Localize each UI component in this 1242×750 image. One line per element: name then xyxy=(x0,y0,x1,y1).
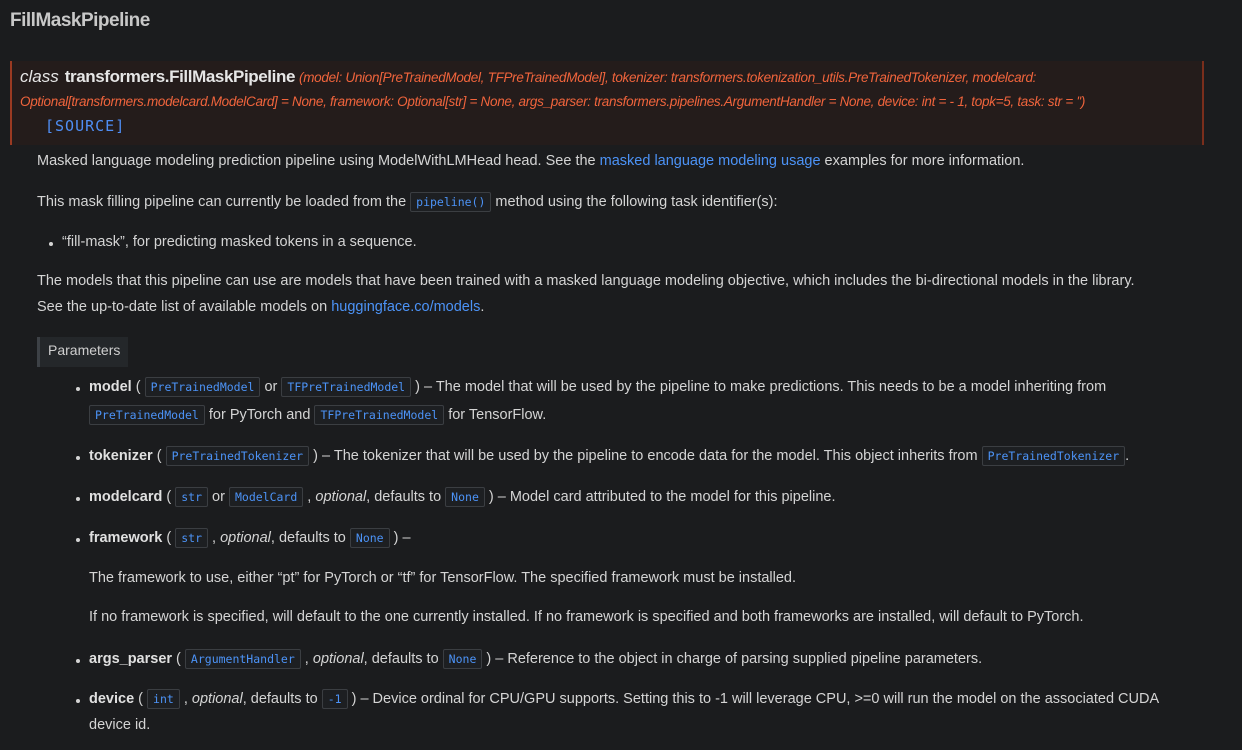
text: device id. xyxy=(89,717,151,733)
bullet-icon xyxy=(76,456,80,460)
text: . xyxy=(1125,448,1130,464)
bullet-icon xyxy=(76,699,80,703)
class-keyword: class xyxy=(20,67,59,86)
text: or xyxy=(208,489,229,505)
bullet-icon xyxy=(76,538,80,542)
text: The framework to use, either “pt” for PyTorch or “tf” for TensorFlow. The specified framework must be installed. xyxy=(89,570,797,586)
signature-args-line2: Optional[transformers.modelcard.ModelCard] = None, framework: Optional[str] = None, args_parser: transformers.pipelines.ArgumentHandler = None, device: int = - 1, topk=5, task: str = '') xyxy=(20,94,1086,109)
bullet-icon xyxy=(76,497,80,501)
signature-args-line1: (model: Union[PreTrainedModel, TFPreTrainedModel], tokenizer: transformers.tokenization_utils.PreTrainedTokenizer, modelcard: xyxy=(299,70,1037,85)
code-reference[interactable]: None xyxy=(445,487,485,507)
code-reference[interactable]: -1 xyxy=(322,689,348,709)
param-name: model xyxy=(89,379,132,395)
text: , defaults to xyxy=(270,530,350,546)
text: , defaults to xyxy=(363,651,443,667)
text: for PyTorch and xyxy=(204,407,315,423)
code-reference[interactable]: str xyxy=(175,528,208,548)
code-reference[interactable]: PreTrainedTokenizer xyxy=(166,446,310,466)
optional-label: optional xyxy=(315,489,367,505)
param-name: modelcard xyxy=(89,489,163,505)
param-name: framework xyxy=(89,530,163,546)
doc-link[interactable]: masked language modeling usage xyxy=(599,153,821,169)
text: , defaults to xyxy=(242,691,322,707)
page-title: FillMaskPipeline xyxy=(10,10,150,31)
text: ( xyxy=(152,448,166,464)
code-reference[interactable]: ArgumentHandler xyxy=(185,649,301,669)
text: , xyxy=(208,530,221,546)
text: ) – Device ordinal for CPU/GPU supports. Setting this to -1 will leverage CPU, >=0 will run the model on the associated CUDA xyxy=(347,691,1160,707)
list-item xyxy=(89,448,1129,464)
list-item xyxy=(89,379,1106,395)
code-reference[interactable]: TFPreTrainedModel xyxy=(314,405,444,425)
text: ( xyxy=(162,489,176,505)
class-signature xyxy=(10,61,1204,145)
list-item xyxy=(89,530,411,546)
text: ) – xyxy=(389,530,411,546)
text: , xyxy=(179,691,192,707)
text: ) – Model card attributed to the model for this pipeline. xyxy=(484,489,836,505)
paragraph-line xyxy=(89,609,1084,625)
paragraph-line xyxy=(37,273,1135,289)
text: “fill-mask”, for predicting masked tokens in a sequence. xyxy=(62,234,417,250)
paragraph-line xyxy=(37,299,484,315)
class-name: transformers.FillMaskPipeline xyxy=(64,67,295,86)
text: method using the following task identifier(s): xyxy=(491,194,778,210)
code-reference[interactable]: int xyxy=(147,689,180,709)
bullet-icon xyxy=(76,659,80,663)
text: If no framework is specified, will default to the one currently installed. If no framework is specified and both frameworks are installed, will default to PyTorch. xyxy=(89,609,1084,625)
paragraph-line xyxy=(89,570,796,586)
paragraph-line xyxy=(37,153,1024,169)
text: , defaults to xyxy=(366,489,446,505)
code-reference[interactable]: None xyxy=(350,528,390,548)
text: The models that this pipeline can use are models that have been trained with a masked language modeling objective, which includes the bi-directional models in the library. xyxy=(37,273,1135,289)
list-item xyxy=(89,651,982,667)
param-name: args_parser xyxy=(89,651,173,667)
text: Masked language modeling prediction pipeline using ModelWithLMHead head. See the xyxy=(37,153,600,169)
bullet-icon xyxy=(49,242,53,246)
paragraph-line xyxy=(89,407,546,423)
bullet-icon xyxy=(76,387,80,391)
param-name: tokenizer xyxy=(89,448,153,464)
text: , xyxy=(303,489,316,505)
code-reference[interactable]: PreTrainedTokenizer xyxy=(982,446,1126,466)
doc-link[interactable]: huggingface.co/models xyxy=(331,299,481,315)
text: ( xyxy=(162,530,176,546)
list-item xyxy=(89,489,835,505)
text: ( xyxy=(172,651,185,667)
text: or xyxy=(260,379,282,395)
source-link[interactable]: [SOURCE] xyxy=(45,117,126,135)
paragraph-line xyxy=(37,194,778,210)
text: This mask filling pipeline can currently be loaded from the xyxy=(37,194,411,210)
text: . xyxy=(480,299,485,315)
paragraph-line xyxy=(89,717,150,733)
optional-label: optional xyxy=(312,651,364,667)
list-item xyxy=(89,691,1159,707)
text: examples for more information. xyxy=(820,153,1025,169)
code-reference[interactable]: TFPreTrainedModel xyxy=(281,377,411,397)
parameters-heading: Parameters xyxy=(37,337,128,367)
optional-label: optional xyxy=(191,691,243,707)
code-reference[interactable]: None xyxy=(443,649,483,669)
text: ) – The model that will be used by the pipeline to make predictions. This needs to be a model inheriting from xyxy=(411,379,1107,395)
text: See the up-to-date list of available models on xyxy=(37,299,332,315)
code-reference[interactable]: PreTrainedModel xyxy=(145,377,261,397)
code-reference[interactable]: ModelCard xyxy=(229,487,303,507)
text: ( xyxy=(134,691,148,707)
code-reference[interactable]: str xyxy=(175,487,208,507)
text: ) – Reference to the object in charge of parsing supplied pipeline parameters. xyxy=(482,651,983,667)
text: ) – The tokenizer that will be used by the pipeline to encode data for the model. This object inherits from xyxy=(309,448,982,464)
text: for TensorFlow. xyxy=(444,407,547,423)
text: , xyxy=(300,651,313,667)
optional-label: optional xyxy=(220,530,271,546)
code-reference[interactable]: pipeline() xyxy=(410,192,491,212)
text: ( xyxy=(131,379,145,395)
code-reference[interactable]: PreTrainedModel xyxy=(89,405,205,425)
list-item xyxy=(62,234,417,250)
param-name: device xyxy=(89,691,135,707)
